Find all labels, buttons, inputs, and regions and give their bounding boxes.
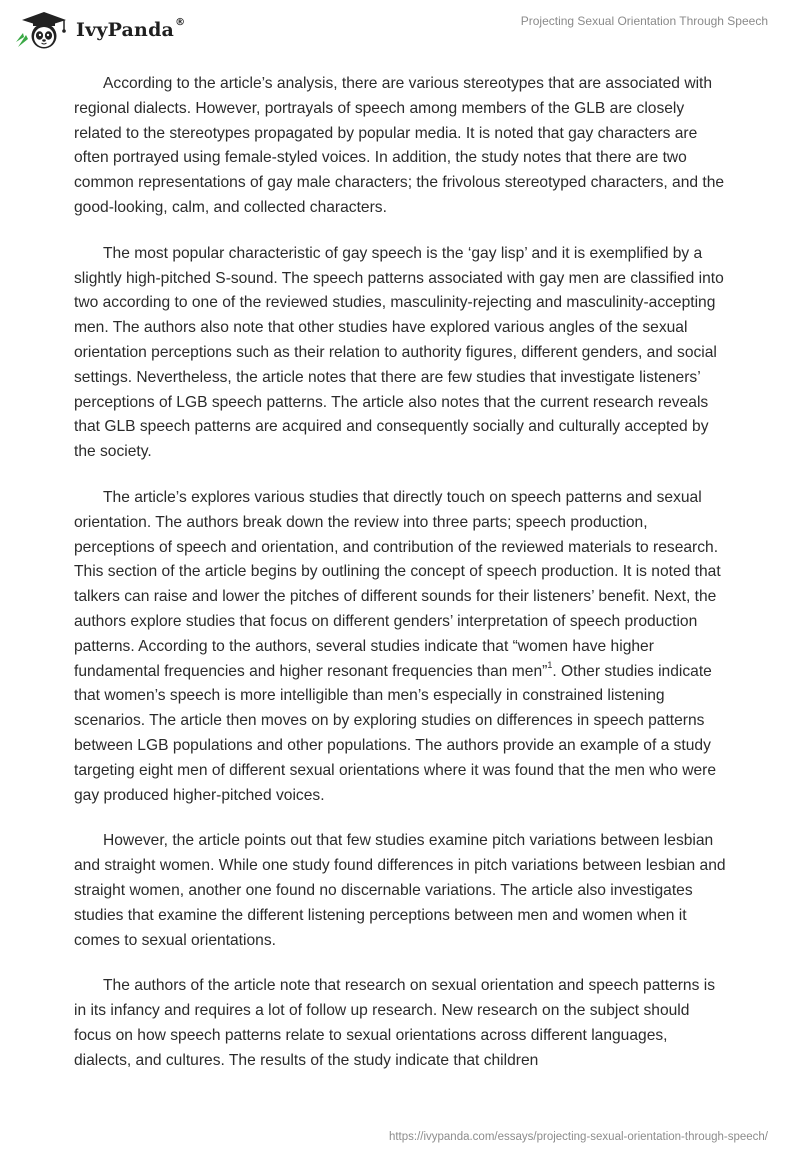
source-url[interactable]: https://ivypanda.com/essays/projecting-sexual-orientation-through-speech/ [388, 1131, 768, 1143]
logo-text: IvyPanda [76, 19, 175, 41]
panda-graduate-icon [14, 9, 70, 51]
paragraph-1: According to the article’s analysis, there are various stereotypes that are associated with regional dialects. However, portrayals of speech among members of the GLB are closely related to the stereotypes propagated by popular media. It is noted that gay characters are often portrayed using female-styled voices. In addition, the study notes that there are two common representations of gay male characters; the frivolous stereotyped characters, and the good-looking, calm, and collected characters. [74, 75, 725, 216]
ivypanda-logo[interactable] [14, 9, 185, 51]
registered-mark: ® [175, 16, 186, 28]
running-title: Projecting Sexual Orientation Through Speech [520, 14, 768, 28]
paragraph-5: The authors of the article note that research on sexual orientation and speech patterns is in its infancy and requires a lot of follow up research. New research on the subject should focus on how speech patterns relate to sexual orientations across different languages, dialects, and cultures. The results of the study indicate that children [74, 977, 715, 1069]
paragraph-3-text-before: The article’s explores various studies that directly touch on speech patterns and sexual orientation. The authors break down the review into three parts; speech production, perceptions of speech and orientation, and contribution of the reviewed materials to research. This section of the article begins by outlining the concept of speech production. It is noted that talkers can raise and lower the pitches of different sounds for their listeners’ benefit. Next, the authors explore studies that focus on different genders’ interpretation of speech production patterns. According to the authors, several studies indicate that “women have higher fundamental frequencies and higher resonant frequencies than men” [74, 488, 721, 680]
paragraph-2: The most popular characteristic of gay speech is the ‘gay lisp’ and it is exemplified by a slightly high-pitched S-sound. The speech patterns associated with gay men are classified into two according to one of the reviewed studies, masculinity-rejecting and masculinity-accepting men. The authors also note that other studies have explored various angles of the sexual orientation perceptions such as their relation to authority figures, different genders, and social settings. Nevertheless, the article notes that there are few studies that investigate listeners’ perceptions of LGB speech patterns. The article also notes that the current research reveals that GLB speech patterns are acquired and consequently socially and culturally accepted by the society. [74, 244, 724, 461]
footnote-marker[interactable]: 1 [547, 660, 553, 671]
paragraph-3-text-after: . Other studies indicate that women’s speech is more intelligible than men’s especially in constrained listening scenarios. The article then moves on by exploring studies on differences in speech patterns between LGB populations and other populations. The authors provide an example of a study targeting eight men of different sexual orientations where it was found that the men who were gay produced higher-pitched voices. [74, 662, 717, 804]
page-header [0, 0, 800, 62]
paragraph-4: However, the article points out that few studies examine pitch variations between lesbian and straight women. While one study found differences in pitch variations between lesbian and straight women, another one found no discernable variations. The article also investigates studies that examine the different listening perceptions between men and women when it comes to sexual orientations. [74, 832, 726, 949]
essay-body [74, 72, 726, 1094]
paragraph-3 [74, 486, 726, 808]
